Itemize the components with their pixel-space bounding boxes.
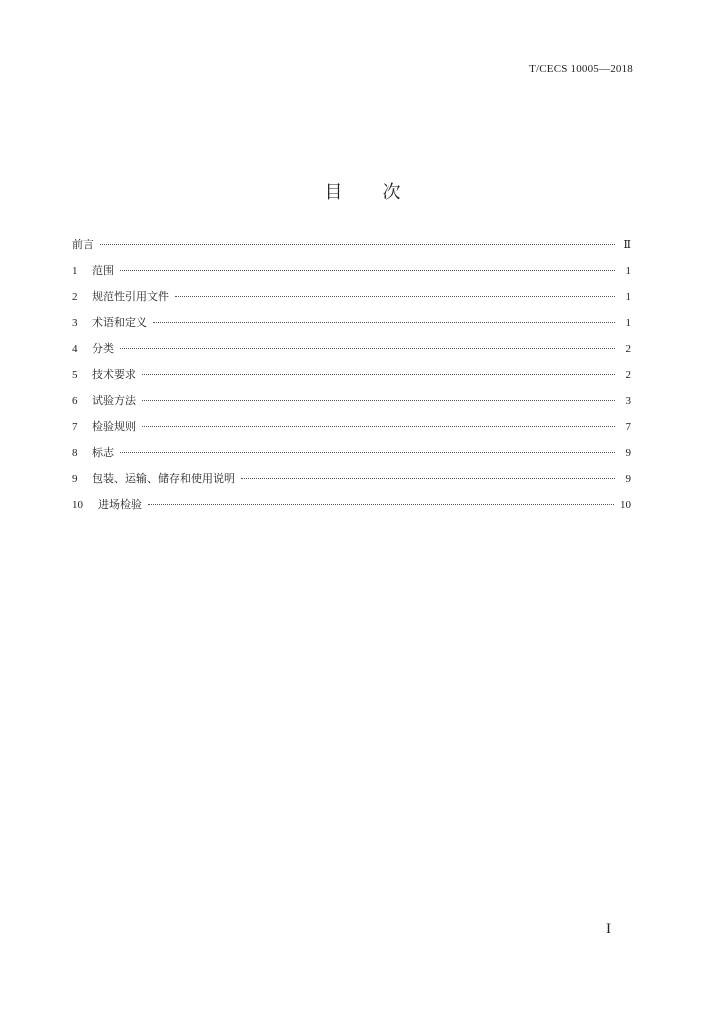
toc-entry-label: 技术要求 [92, 368, 136, 381]
toc-entry-9[interactable] [72, 470, 631, 496]
toc-entry-label: 规范性引用文件 [92, 290, 169, 303]
page-number: I [606, 921, 611, 937]
toc-entry-label: 进场检验 [98, 498, 142, 511]
toc-title [0, 178, 725, 204]
toc-entry-page: 9 [625, 447, 631, 459]
toc-entry-number: 9 [72, 473, 78, 485]
toc-leader-dots [142, 426, 615, 427]
toc-entry-5[interactable] [72, 366, 631, 392]
toc-leader-dots [142, 374, 615, 375]
toc-leader-dots [148, 504, 614, 505]
toc-leader-dots [153, 322, 615, 323]
toc-entry-page: 3 [625, 395, 631, 407]
toc-entry-page: 1 [625, 291, 631, 303]
toc-entry-10[interactable] [72, 496, 631, 522]
toc-entry-label: 试验方法 [92, 394, 136, 407]
toc-entry-number: 2 [72, 291, 78, 303]
toc-leader-dots [120, 452, 615, 453]
toc-entry-label: 检验规则 [92, 420, 136, 433]
toc-entry-number: 4 [72, 343, 78, 355]
toc-leader-dots [142, 400, 615, 401]
toc-entry-6[interactable] [72, 392, 631, 418]
toc-leader-dots [241, 478, 615, 479]
toc-entry-number: 8 [72, 447, 78, 459]
toc-leader-dots [120, 348, 615, 349]
table-of-contents [72, 236, 631, 522]
toc-entry-1[interactable] [72, 262, 631, 288]
toc-entry-label: 分类 [92, 342, 114, 355]
toc-entry-number: 3 [72, 317, 78, 329]
toc-entry-2[interactable] [72, 288, 631, 314]
toc-leader-dots [120, 270, 615, 271]
toc-entry-number: 10 [72, 499, 83, 511]
toc-entry-page: 2 [625, 369, 631, 381]
toc-entry-page: 2 [625, 343, 631, 355]
toc-entry-number: 1 [72, 265, 78, 277]
toc-entry-7[interactable] [72, 418, 631, 444]
toc-title-char-2: 次 [382, 182, 401, 203]
toc-entry-page: 1 [625, 317, 631, 329]
toc-entry-label: 标志 [92, 446, 114, 459]
toc-entry-label: 范围 [92, 264, 114, 277]
toc-entry-page: 1 [625, 265, 631, 277]
toc-entry-4[interactable] [72, 340, 631, 366]
toc-entry-label: 术语和定义 [92, 316, 147, 329]
toc-leader-dots [175, 296, 615, 297]
toc-leader-dots [100, 244, 615, 245]
toc-entry-foreword[interactable] [72, 236, 631, 262]
toc-title-char-1: 目 [324, 182, 343, 203]
toc-entry-page: 7 [625, 421, 631, 433]
toc-entry-page: 10 [620, 499, 631, 511]
toc-entry-3[interactable] [72, 314, 631, 340]
toc-entry-label: 前言 [72, 238, 94, 251]
toc-entry-8[interactable] [72, 444, 631, 470]
toc-entry-label: 包装、运输、储存和使用说明 [92, 472, 235, 485]
toc-entry-number: 5 [72, 369, 78, 381]
toc-entry-number: 7 [72, 421, 78, 433]
toc-entry-page: Ⅱ [623, 239, 631, 251]
toc-entry-page: 9 [625, 473, 631, 485]
toc-entry-number: 6 [72, 395, 78, 407]
document-code: T/CECS 10005—2018 [529, 63, 633, 75]
